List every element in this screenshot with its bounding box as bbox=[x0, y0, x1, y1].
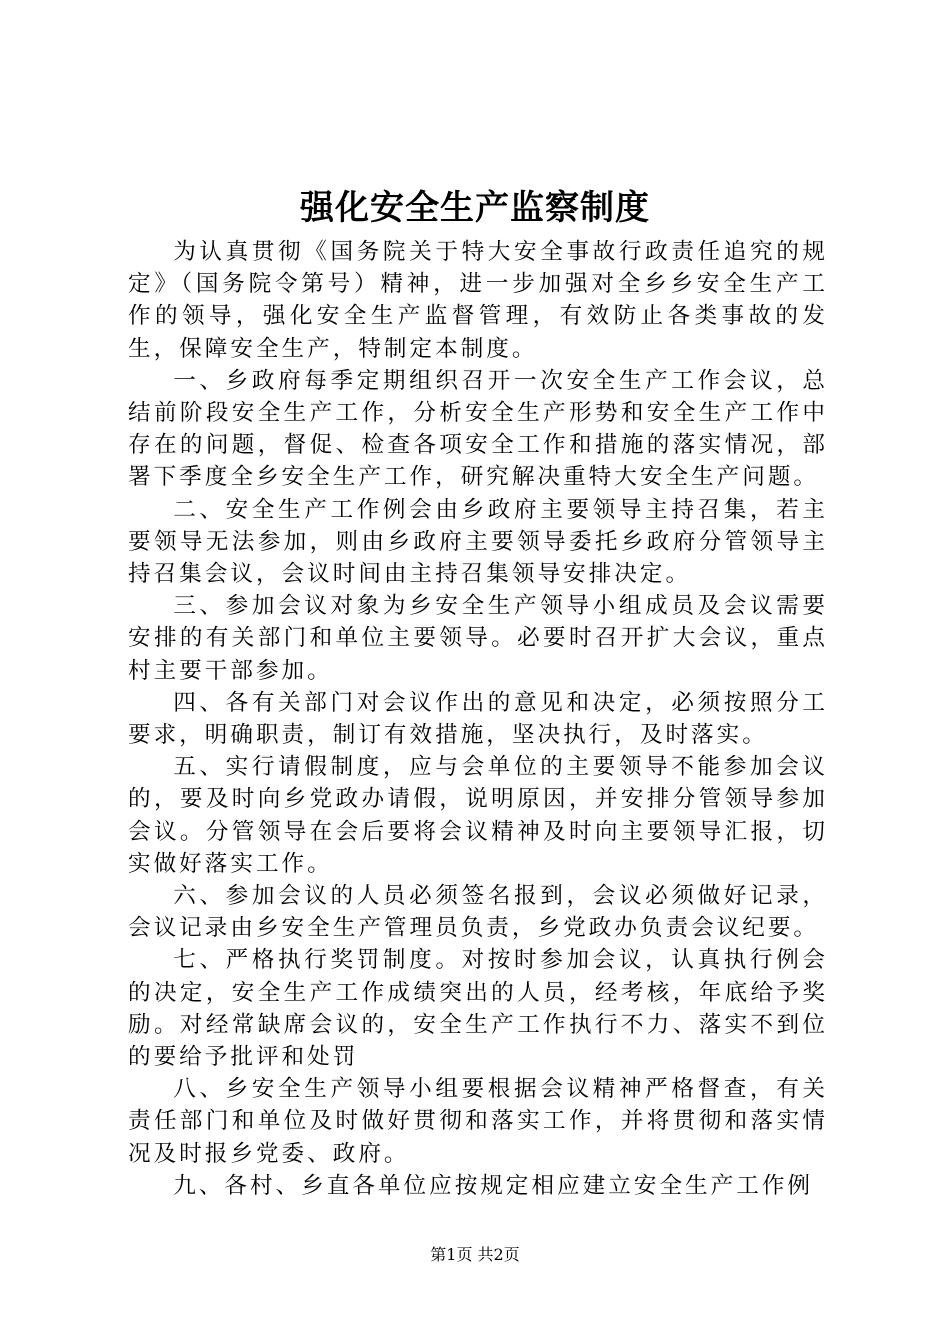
paragraph-item-1: 一、乡政府每季定期组织召开一次安全生产工作会议，总结前阶段安全生产工作，分析安全生产形势和安全生产工作中存在的问题，督促、检查各项安全工作和措施的落实情况，部署下季度全乡安全生产工作，研究解决重特大安全生产问题。 bbox=[128, 367, 828, 491]
paragraph-item-2: 二、安全生产工作例会由乡政府主要领导主持召集，若主要领导无法参加，则由乡政府主要领导委托乡政府分管领导主持召集会议，会议时间由主持召集领导安排决定。 bbox=[128, 496, 828, 588]
paragraph-item-5: 五、实行请假制度，应与会单位的主要领导不能参加会议的，要及时向乡党政办请假，说明原因，并安排分管领导参加会议。分管领导在会后要将会议精神及时向主要领导汇报，切实做好落实工作。 bbox=[128, 754, 828, 877]
paragraph-item-3: 三、参加会议对象为乡安全生产领导小组成员及会议需要安排的有关部门和单位主要领导。必要时召开扩大会议，重点村主要干部参加。 bbox=[128, 593, 828, 684]
document-body bbox=[128, 236, 828, 1202]
document-title: 强化安全生产监察制度 bbox=[300, 188, 650, 228]
paragraph-item-8: 八、乡安全生产领导小组要根据会议精神严格督查，有关责任部门和单位及时做好贯彻和落实工作，并将贯彻和落实情况及时报乡党委、政府。 bbox=[128, 1076, 828, 1167]
page-footer: 第1页 共2页 bbox=[430, 1245, 520, 1264]
paragraph-item-9: 九、各村、乡直各单位应按规定相应建立安全生产工作例 bbox=[173, 1172, 814, 1199]
paragraph-item-6: 六、参加会议的人员必须签名报到，会议必须做好记录，会议记录由乡安全生产管理员负责，乡党政办负责会议纪要。 bbox=[128, 883, 828, 942]
paragraph-item-7: 七、严格执行奖罚制度。对按时参加会议，认真执行例会的决定，安全生产工作成绩突出的人员，经考核，年底给予奖励。对经常缺席会议的，安全生产工作执行不力、落实不到位的要给予批评和处罚 bbox=[128, 947, 828, 1071]
paragraph-item-4: 四、各有关部门对会议作出的意见和决定，必须按照分工要求，明确职责，制订有效措施，坚决执行，及时落实。 bbox=[128, 689, 828, 749]
paragraph-intro: 为认真贯彻《国务院关于特大安全事故行政责任追究的规定》（国务院令第号）精神，进一步加强对全乡乡安全生产工作的领导，强化安全生产监督管理，有效防止各类事故的发生，保障安全生产，特制定本制度。 bbox=[128, 239, 828, 362]
